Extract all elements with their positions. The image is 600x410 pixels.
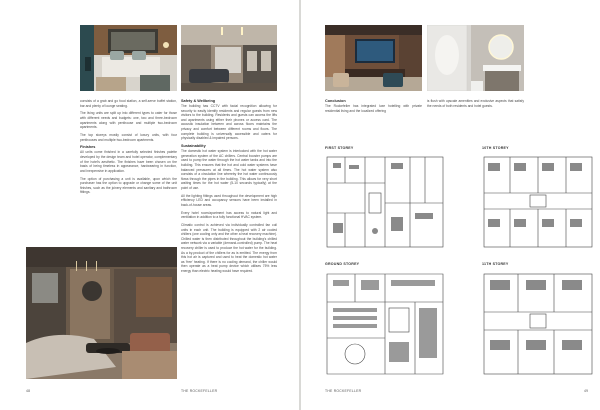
- paragraph: The building has CCTV with facial recognition allowing for security to easily identify residents and regular guests from new visitors to the building. Residents and guests can access the lifts and apartments using either their phones or access card. The acoustic insulation between and across floors maintains the privacy and comfort between different rooms and floors. The complete building is universally accessible and caters for physically disabled & impaired persons.: [181, 104, 277, 141]
- paragraph: The living units are split up into different types to cater for those with different needs and budgets: one, two and three-bedroom apartments along with penthouse and multiple two-bedroom apartments.: [80, 111, 177, 130]
- 11th-storey-plan: [482, 268, 594, 380]
- right-page-number: 49: [584, 389, 589, 393]
- bathroom-photo: [427, 25, 524, 91]
- left-column-1: [80, 99, 177, 198]
- hotel-room-photo: [325, 25, 422, 91]
- left-column-2: [181, 99, 277, 277]
- paragraph: Climatic control is achieved via individually controlled fan coil units in each unit. The building is equipped with 2 air cooled chillers (one cooling only and the other a heat recovery machine). Chilled water is then distributed throughout the building's chilled water network via a variable (demand-controlled) pump. The heat recovery chiller is used to produce the hot water for the building. As a by-product of the chillers for as is emitted. The energy from this hot air is captured and used to heat the domestic hot water as 'free' heating. If there is no cooling demand, the chiller would then operate as a heat pump device which utilises 75% less energy than electric heating would have required.: [181, 223, 277, 273]
- bedroom-photo: [80, 25, 177, 91]
- intro-paragraph: consists of a grab and go food station, a self-serve buffet station, bar and plenty of lounge seating.: [80, 99, 177, 108]
- conclusion-heading: Conclusion: [325, 99, 346, 103]
- safety-heading: Safety & Wellbeing: [181, 99, 216, 103]
- left-page: [0, 0, 299, 410]
- plan-label-ground-storey: GROUND STOREY: [325, 262, 360, 266]
- sustainability-heading: Sustainability: [181, 144, 206, 149]
- conclusion-column-2: [427, 99, 524, 111]
- left-running-title: THE ROCKEFELLER: [181, 389, 218, 393]
- right-running-title: THE ROCKEFELLER: [325, 389, 362, 393]
- right-page: [301, 0, 600, 410]
- paragraph: The top storeys mostly consist of luxury units, with four penthouses and multiple two-bedroom apartments.: [80, 132, 177, 142]
- plan-label-11th-storey: 11TH STOREY: [482, 262, 509, 266]
- paragraph: The Rockefeller has integrated luxe hotelling with private residential living and the localized offering: [325, 104, 422, 113]
- left-page-number: 48: [26, 389, 31, 393]
- living-room-photo: [26, 247, 177, 379]
- paragraph: The option of purchasing a unit is available, upon which the purchaser has the option to upgrade or change some of the unit finishes, such as the joinery elements and sanitary and bathroom fittings.: [80, 176, 177, 195]
- paragraph: is flush with upscale amenities and exclusive aspects that satisfy the needs of both residents and hotel guests.: [427, 99, 524, 108]
- paragraph: All the lighting fittings used throughout the development are high efficiency LED and occupancy sensors have been installed in back-of-house areas.: [181, 193, 277, 207]
- paragraph: Every hotel room/apartment has access to natural light and ventilation in addition to a fully functional HVAC system.: [181, 210, 277, 220]
- paragraph: The domestic hot water system is interlocked with the hot water generation system of the AC chillers. Central booster pumps are used to pump the water through the hot water tanks and into the building. This ensures that the hot and cold water systems have balanced pressures at all times. The hot water system also consists of a circulation line whereby the hot water continuously flows through the pipes in the building. This allows for very short waiting times for the hot water (5-10 seconds typically) at the point of use.: [181, 149, 277, 190]
- finishes-heading: Finishes: [80, 145, 96, 150]
- first-storey-plan: [325, 153, 445, 251]
- 10th-storey-plan: [482, 153, 594, 251]
- plan-label-first-storey: FIRST STOREY: [325, 146, 354, 150]
- lounge-photo: [181, 25, 277, 91]
- ground-storey-plan: [325, 268, 445, 380]
- conclusion-column-1: [325, 99, 422, 116]
- paragraph: All units come finished in a carefully selected finishes palette developed by the design team and hotel operator, complementary of the hotel's aesthetic. The finishes have been chosen on the basis of being timeless in appearance, hardwearing in function, and inexpensive in application.: [80, 150, 177, 173]
- plan-label-10th-storey: 10TH STOREY: [482, 146, 509, 150]
